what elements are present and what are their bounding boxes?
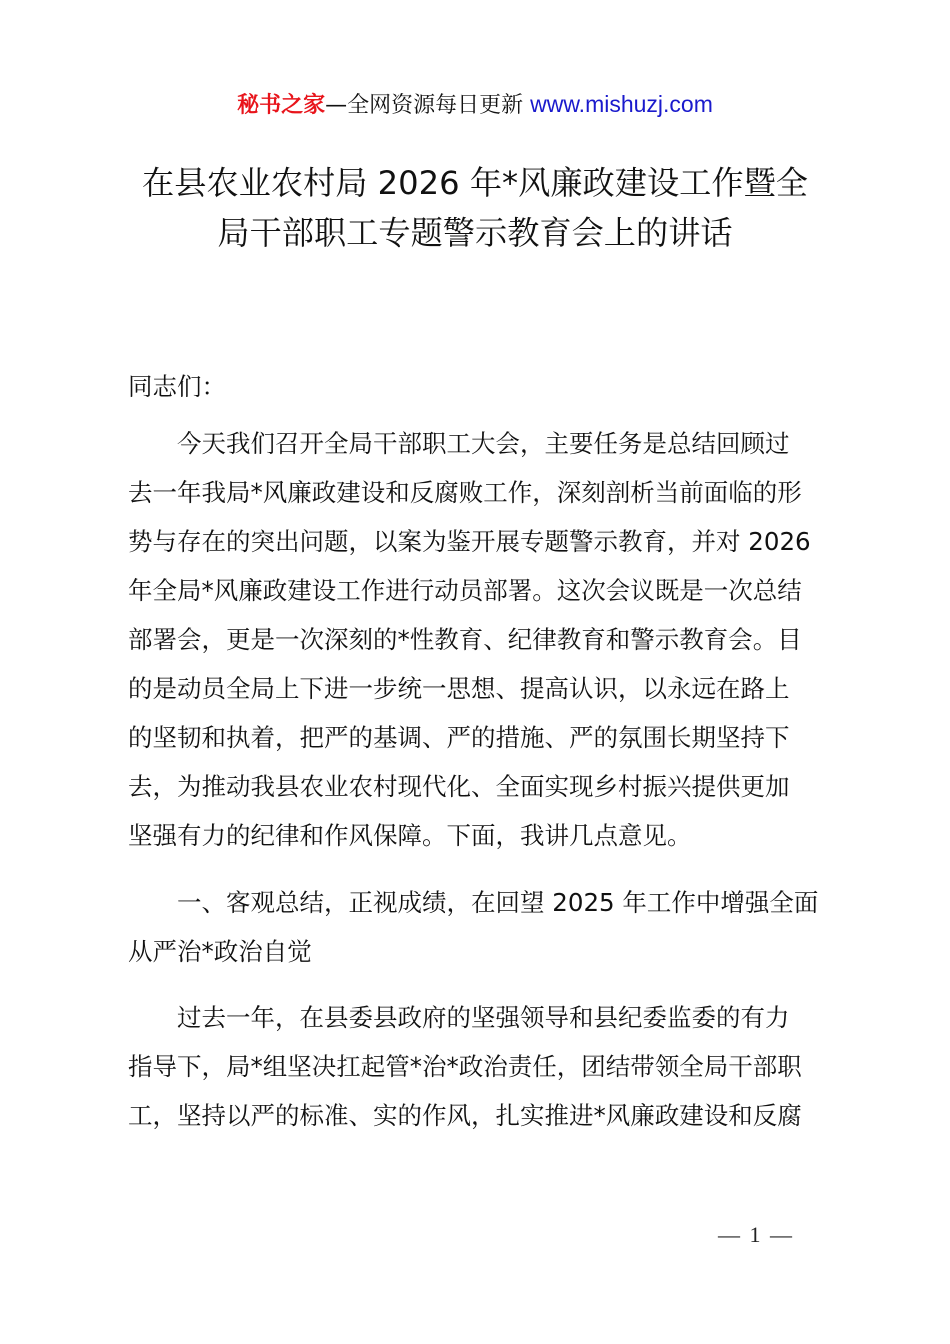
paragraph-intro (128, 419, 834, 860)
paragraph-line: 势与存在的突出问题，以案为鉴开展专题警示教育，并对 2026 (128, 527, 811, 556)
paragraph-line: 去一年我局*风廉政建设和反腐败工作，深刻剖析当前面临的形 (128, 478, 802, 507)
greeting (128, 362, 834, 411)
paragraph-review (128, 993, 834, 1140)
paragraph-line: 工，坚持以严的标准、实的作风，扎实推进*风廉政建设和反腐 (128, 1101, 802, 1130)
site-url-link[interactable]: www.mishuzj.com (530, 91, 713, 117)
page-number: — 1 — (718, 1222, 794, 1247)
heading-line: 一、客观总结，正视成绩，在回望 2025 年工作中增强全面 (177, 888, 819, 917)
paragraph-line: 的坚韧和执着，把严的基调、严的措施、严的氛围长期坚持下 (128, 723, 790, 752)
title-line: 在县农业农村局 2026 年*风廉政建设工作暨全 (142, 164, 808, 202)
paragraph-line: 的是动员全局上下进一步统一思想、提高认识，以永远在路上 (128, 674, 790, 703)
paragraph-line: 坚强有力的纪律和作风保障。下面，我讲几点意见。 (128, 821, 692, 850)
header-slogan: —全网资源每日更新 (325, 93, 524, 118)
paragraph-line: 年全局*风廉政建设工作进行动员部署。这次会议既是一次总结 (128, 576, 802, 605)
section-heading-1 (128, 878, 834, 976)
brand-name: 秘书之家 (237, 93, 326, 118)
greeting-text: 同志们： (128, 372, 226, 401)
title-line: 局干部职工专题警示教育会上的讲话 (217, 214, 733, 252)
document-title (0, 158, 950, 258)
paragraph-line: 今天我们召开全局干部职工大会，主要任务是总结回顾过 (177, 429, 790, 458)
site-header (0, 88, 950, 122)
heading-line: 从严治*政治自觉 (128, 937, 312, 966)
paragraph-line: 过去一年，在县委县政府的坚强领导和县纪委监委的有力 (177, 1003, 790, 1032)
paragraph-line: 去，为推动我县农业农村现代化、全面实现乡村振兴提供更加 (128, 772, 790, 801)
paragraph-line: 部署会，更是一次深刻的*性教育、纪律教育和警示教育会。目 (128, 625, 802, 654)
paragraph-line: 指导下，局*组坚决扛起管*治*政治责任，团结带领全局干部职 (128, 1052, 802, 1081)
